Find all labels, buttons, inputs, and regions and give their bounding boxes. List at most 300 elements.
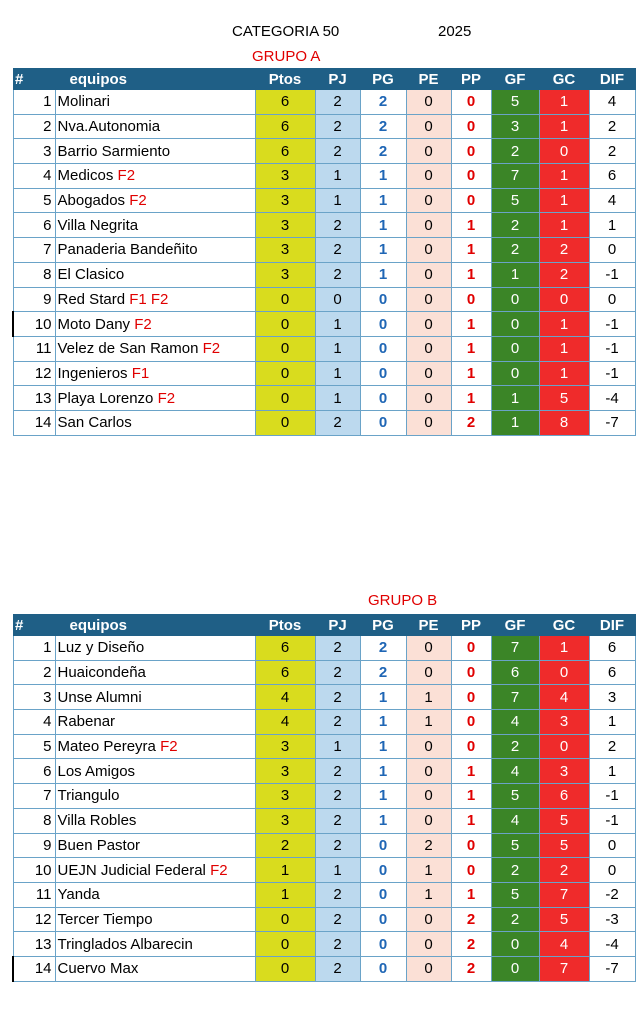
drawn-cell: 2 <box>406 833 451 858</box>
team-name: Yanda <box>57 886 100 904</box>
goals-for-cell: 4 <box>491 808 539 833</box>
group-a-standings-table <box>12 68 636 436</box>
goal-difference-cell: 4 <box>589 90 635 114</box>
team-name: Tringlados Albarecin <box>57 935 193 953</box>
goals-against-cell: 6 <box>539 784 589 809</box>
goals-against-cell: 7 <box>539 956 589 981</box>
position-cell: 6 <box>13 759 55 784</box>
played-cell: 2 <box>315 956 360 981</box>
goals-against-cell: 1 <box>539 312 589 337</box>
drawn-cell: 0 <box>406 734 451 759</box>
played-cell: 1 <box>315 188 360 213</box>
goal-difference-cell: -7 <box>589 410 635 435</box>
played-cell: 2 <box>315 114 360 139</box>
won-cell: 0 <box>360 361 406 386</box>
team-flag: F1 <box>131 364 150 382</box>
team-flag: F1 F2 <box>129 290 169 308</box>
team-cell <box>55 932 255 957</box>
team-name: Unse Alumni <box>57 688 142 706</box>
drawn-cell: 1 <box>406 858 451 883</box>
points-cell: 3 <box>255 808 315 833</box>
played-cell: 2 <box>315 833 360 858</box>
position-cell: 6 <box>13 213 55 238</box>
goal-difference-cell: -1 <box>589 262 635 287</box>
goals-against-cell: 4 <box>539 685 589 710</box>
goals-for-cell: 5 <box>491 784 539 809</box>
lost-cell: 0 <box>451 139 491 164</box>
column-header-drawn: PE <box>406 614 451 636</box>
team-cell <box>55 114 255 139</box>
points-cell: 3 <box>255 188 315 213</box>
lost-cell: 1 <box>451 361 491 386</box>
won-cell: 1 <box>360 710 406 735</box>
position-cell: 8 <box>13 262 55 287</box>
team-name: Playa Lorenzo <box>57 389 154 407</box>
goal-difference-cell: -1 <box>589 312 635 337</box>
won-cell: 2 <box>360 139 406 164</box>
column-header-points: Ptos <box>255 614 315 636</box>
drawn-cell: 0 <box>406 660 451 685</box>
team-name: Panaderia Bandeñito <box>57 241 198 259</box>
played-cell: 1 <box>315 386 360 411</box>
team-name: Triangulo <box>57 787 120 805</box>
lost-cell: 1 <box>451 312 491 337</box>
points-cell: 3 <box>255 784 315 809</box>
points-cell: 6 <box>255 660 315 685</box>
goals-for-cell: 1 <box>491 410 539 435</box>
goal-difference-cell: 2 <box>589 139 635 164</box>
points-cell: 3 <box>255 734 315 759</box>
table-row <box>13 336 635 361</box>
played-cell: 2 <box>315 213 360 238</box>
won-cell: 0 <box>360 336 406 361</box>
goals-for-cell: 2 <box>491 213 539 238</box>
goal-difference-cell: 0 <box>589 858 635 883</box>
points-cell: 0 <box>255 956 315 981</box>
played-cell: 1 <box>315 164 360 189</box>
goals-against-cell: 1 <box>539 213 589 238</box>
points-cell: 0 <box>255 312 315 337</box>
goals-against-cell: 1 <box>539 164 589 189</box>
drawn-cell: 0 <box>406 907 451 932</box>
drawn-cell: 0 <box>406 312 451 337</box>
points-cell: 2 <box>255 833 315 858</box>
team-flag: F2 <box>134 315 152 333</box>
goals-for-cell: 5 <box>491 882 539 907</box>
goals-against-cell: 0 <box>539 734 589 759</box>
lost-cell: 0 <box>451 188 491 213</box>
lost-cell: 1 <box>451 238 491 263</box>
team-cell <box>55 660 255 685</box>
won-cell: 1 <box>360 808 406 833</box>
goals-for-cell: 0 <box>491 336 539 361</box>
goal-difference-cell: -1 <box>589 361 635 386</box>
team-name: Barrio Sarmiento <box>57 142 171 160</box>
table-row <box>13 287 635 312</box>
goal-difference-cell: -1 <box>589 784 635 809</box>
position-cell: 4 <box>13 710 55 735</box>
table-row <box>13 139 635 164</box>
team-flag: F2 <box>202 340 221 358</box>
team-cell <box>55 312 255 337</box>
goals-against-cell: 2 <box>539 238 589 263</box>
points-cell: 3 <box>255 164 315 189</box>
played-cell: 2 <box>315 685 360 710</box>
position-cell: 3 <box>13 139 55 164</box>
group-b-standings-table <box>12 614 636 982</box>
drawn-cell: 0 <box>406 90 451 114</box>
played-cell: 2 <box>315 90 360 114</box>
goal-difference-cell: 6 <box>589 636 635 660</box>
goal-difference-cell: 1 <box>589 759 635 784</box>
goals-against-cell: 1 <box>539 336 589 361</box>
team-name: UEJN Judicial Federal <box>57 861 206 879</box>
table-row <box>13 312 635 337</box>
position-cell: 5 <box>13 734 55 759</box>
column-header-played: PJ <box>315 614 360 636</box>
played-cell: 2 <box>315 710 360 735</box>
played-cell: 2 <box>315 759 360 784</box>
goals-for-cell: 2 <box>491 139 539 164</box>
drawn-cell: 0 <box>406 287 451 312</box>
team-cell <box>55 808 255 833</box>
goals-for-cell: 2 <box>491 238 539 263</box>
lost-cell: 0 <box>451 636 491 660</box>
team-name: Medicos <box>57 167 114 185</box>
table-row <box>13 956 635 981</box>
goals-for-cell: 2 <box>491 858 539 883</box>
goals-for-cell: 1 <box>491 262 539 287</box>
won-cell: 2 <box>360 114 406 139</box>
team-name: Huaicondeña <box>57 664 146 682</box>
team-name: Mateo Pereyra <box>57 738 156 756</box>
won-cell: 0 <box>360 833 406 858</box>
points-cell: 0 <box>255 932 315 957</box>
table-row <box>13 238 635 263</box>
category-title: CATEGORIA 50 <box>232 23 340 40</box>
won-cell: 1 <box>360 213 406 238</box>
lost-cell: 0 <box>451 710 491 735</box>
table-row <box>13 660 635 685</box>
played-cell: 2 <box>315 139 360 164</box>
position-cell: 3 <box>13 685 55 710</box>
position-cell: 1 <box>13 90 55 114</box>
drawn-cell: 0 <box>406 386 451 411</box>
goals-against-cell: 5 <box>539 386 589 411</box>
team-name: Rabenar <box>57 713 116 731</box>
goal-difference-cell: 0 <box>589 287 635 312</box>
position-cell: 11 <box>13 336 55 361</box>
points-cell: 0 <box>255 336 315 361</box>
table-row <box>13 734 635 759</box>
points-cell: 3 <box>255 238 315 263</box>
won-cell: 0 <box>360 287 406 312</box>
team-cell <box>55 188 255 213</box>
lost-cell: 1 <box>451 808 491 833</box>
team-cell <box>55 238 255 263</box>
points-cell: 0 <box>255 410 315 435</box>
goals-against-cell: 2 <box>539 262 589 287</box>
team-cell <box>55 710 255 735</box>
points-cell: 6 <box>255 90 315 114</box>
played-cell: 2 <box>315 882 360 907</box>
team-cell <box>55 386 255 411</box>
won-cell: 1 <box>360 238 406 263</box>
position-cell: 2 <box>13 660 55 685</box>
points-cell: 1 <box>255 882 315 907</box>
lost-cell: 0 <box>451 90 491 114</box>
lost-cell: 0 <box>451 164 491 189</box>
goals-for-cell: 5 <box>491 90 539 114</box>
goals-for-cell: 5 <box>491 188 539 213</box>
goal-difference-cell: 4 <box>589 188 635 213</box>
goal-difference-cell: -4 <box>589 932 635 957</box>
points-cell: 0 <box>255 361 315 386</box>
team-cell <box>55 164 255 189</box>
team-name: Molinari <box>57 93 111 111</box>
team-cell <box>55 759 255 784</box>
goal-difference-cell: -3 <box>589 907 635 932</box>
lost-cell: 1 <box>451 213 491 238</box>
played-cell: 1 <box>315 734 360 759</box>
won-cell: 0 <box>360 956 406 981</box>
won-cell: 0 <box>360 386 406 411</box>
team-name: Red Stard <box>57 290 126 308</box>
team-cell <box>55 734 255 759</box>
position-cell: 11 <box>13 882 55 907</box>
table-row <box>13 213 635 238</box>
team-cell <box>55 685 255 710</box>
header-row <box>13 68 635 90</box>
lost-cell: 2 <box>451 932 491 957</box>
won-cell: 1 <box>360 188 406 213</box>
team-name: Los Amigos <box>57 762 136 780</box>
position-cell: 2 <box>13 114 55 139</box>
played-cell: 2 <box>315 907 360 932</box>
team-name: El Clasico <box>57 266 125 284</box>
played-cell: 2 <box>315 932 360 957</box>
drawn-cell: 0 <box>406 361 451 386</box>
team-cell <box>55 858 255 883</box>
goals-against-cell: 1 <box>539 90 589 114</box>
won-cell: 1 <box>360 734 406 759</box>
lost-cell: 2 <box>451 956 491 981</box>
lost-cell: 1 <box>451 336 491 361</box>
team-flag: F2 <box>117 167 136 185</box>
team-name: Nva.Autonomia <box>57 118 161 136</box>
position-cell: 13 <box>13 386 55 411</box>
table-row <box>13 188 635 213</box>
table-row <box>13 636 635 660</box>
goals-against-cell: 3 <box>539 710 589 735</box>
lost-cell: 0 <box>451 660 491 685</box>
goal-difference-cell: 1 <box>589 213 635 238</box>
team-name: Cuervo Max <box>57 960 139 978</box>
points-cell: 0 <box>255 287 315 312</box>
drawn-cell: 1 <box>406 882 451 907</box>
position-cell: 13 <box>13 932 55 957</box>
goals-against-cell: 1 <box>539 188 589 213</box>
lost-cell: 0 <box>451 833 491 858</box>
goals-against-cell: 1 <box>539 636 589 660</box>
goal-difference-cell: -7 <box>589 956 635 981</box>
team-cell <box>55 139 255 164</box>
goal-difference-cell: 2 <box>589 734 635 759</box>
position-cell: 10 <box>13 858 55 883</box>
goals-against-cell: 5 <box>539 907 589 932</box>
lost-cell: 0 <box>451 685 491 710</box>
goal-difference-cell: -4 <box>589 386 635 411</box>
team-cell <box>55 410 255 435</box>
drawn-cell: 0 <box>406 956 451 981</box>
column-header-lost: PP <box>451 68 491 90</box>
column-header-position: # <box>13 614 55 636</box>
goal-difference-cell: 6 <box>589 164 635 189</box>
team-name: Velez de San Ramon <box>57 340 199 358</box>
team-cell <box>55 956 255 981</box>
goals-for-cell: 2 <box>491 907 539 932</box>
won-cell: 1 <box>360 759 406 784</box>
drawn-cell: 0 <box>406 114 451 139</box>
played-cell: 1 <box>315 312 360 337</box>
table-row <box>13 685 635 710</box>
lost-cell: 2 <box>451 410 491 435</box>
table-row <box>13 808 635 833</box>
points-cell: 3 <box>255 213 315 238</box>
team-name: Villa Robles <box>57 812 137 830</box>
table-row <box>13 784 635 809</box>
lost-cell: 1 <box>451 784 491 809</box>
table-row <box>13 858 635 883</box>
goal-difference-cell: 3 <box>589 685 635 710</box>
goals-for-cell: 7 <box>491 636 539 660</box>
position-cell: 12 <box>13 361 55 386</box>
table-row <box>13 361 635 386</box>
points-cell: 3 <box>255 759 315 784</box>
points-cell: 6 <box>255 139 315 164</box>
lost-cell: 2 <box>451 907 491 932</box>
points-cell: 0 <box>255 907 315 932</box>
drawn-cell: 1 <box>406 685 451 710</box>
drawn-cell: 0 <box>406 808 451 833</box>
goals-for-cell: 0 <box>491 361 539 386</box>
team-cell <box>55 882 255 907</box>
position-cell: 12 <box>13 907 55 932</box>
table-row <box>13 164 635 189</box>
team-name: Tercer Tiempo <box>57 910 153 928</box>
goals-for-cell: 5 <box>491 833 539 858</box>
drawn-cell: 0 <box>406 784 451 809</box>
won-cell: 0 <box>360 410 406 435</box>
drawn-cell: 0 <box>406 336 451 361</box>
table-row <box>13 759 635 784</box>
played-cell: 0 <box>315 287 360 312</box>
table-row <box>13 90 635 114</box>
goals-against-cell: 5 <box>539 808 589 833</box>
goals-for-cell: 2 <box>491 734 539 759</box>
drawn-cell: 1 <box>406 710 451 735</box>
lost-cell: 1 <box>451 759 491 784</box>
position-cell: 14 <box>13 956 55 981</box>
won-cell: 2 <box>360 660 406 685</box>
team-cell <box>55 636 255 660</box>
drawn-cell: 0 <box>406 213 451 238</box>
drawn-cell: 0 <box>406 759 451 784</box>
column-header-played: PJ <box>315 68 360 90</box>
team-name: Luz y Diseño <box>57 639 145 657</box>
points-cell: 6 <box>255 114 315 139</box>
lost-cell: 0 <box>451 734 491 759</box>
team-cell <box>55 336 255 361</box>
won-cell: 0 <box>360 932 406 957</box>
points-cell: 4 <box>255 685 315 710</box>
position-cell: 7 <box>13 238 55 263</box>
drawn-cell: 0 <box>406 262 451 287</box>
team-flag: F2 <box>210 861 228 879</box>
season-year: 2025 <box>438 23 472 40</box>
team-cell <box>55 213 255 238</box>
team-cell <box>55 262 255 287</box>
column-header-team: equipos <box>55 614 255 636</box>
won-cell: 0 <box>360 858 406 883</box>
drawn-cell: 0 <box>406 139 451 164</box>
goals-for-cell: 0 <box>491 287 539 312</box>
points-cell: 6 <box>255 636 315 660</box>
team-name: Ingenieros <box>57 364 128 382</box>
goals-against-cell: 0 <box>539 287 589 312</box>
header-row <box>13 614 635 636</box>
drawn-cell: 0 <box>406 238 451 263</box>
table-row <box>13 114 635 139</box>
team-name: Abogados <box>57 192 126 210</box>
goals-against-cell: 7 <box>539 882 589 907</box>
lost-cell: 1 <box>451 262 491 287</box>
goals-against-cell: 2 <box>539 858 589 883</box>
column-header-position: # <box>13 68 55 90</box>
goal-difference-cell: 1 <box>589 710 635 735</box>
team-flag: F2 <box>160 738 178 756</box>
team-cell <box>55 784 255 809</box>
team-name: Buen Pastor <box>57 836 141 854</box>
goals-for-cell: 3 <box>491 114 539 139</box>
drawn-cell: 0 <box>406 410 451 435</box>
table-row <box>13 932 635 957</box>
drawn-cell: 0 <box>406 164 451 189</box>
column-header-lost: PP <box>451 614 491 636</box>
team-name: Villa Negrita <box>57 216 139 234</box>
points-cell: 0 <box>255 386 315 411</box>
won-cell: 0 <box>360 312 406 337</box>
column-header-won: PG <box>360 614 406 636</box>
goal-difference-cell: -2 <box>589 882 635 907</box>
position-cell: 14 <box>13 410 55 435</box>
group-b-title: GRUPO B <box>368 592 438 609</box>
points-cell: 4 <box>255 710 315 735</box>
team-cell <box>55 287 255 312</box>
goals-for-cell: 6 <box>491 660 539 685</box>
group-a-title: GRUPO A <box>252 48 321 65</box>
team-name: San Carlos <box>57 414 132 432</box>
goals-against-cell: 8 <box>539 410 589 435</box>
played-cell: 2 <box>315 660 360 685</box>
played-cell: 2 <box>315 784 360 809</box>
table-row <box>13 262 635 287</box>
goals-for-cell: 1 <box>491 386 539 411</box>
goals-for-cell: 7 <box>491 164 539 189</box>
won-cell: 0 <box>360 907 406 932</box>
played-cell: 2 <box>315 238 360 263</box>
goal-difference-cell: 0 <box>589 238 635 263</box>
